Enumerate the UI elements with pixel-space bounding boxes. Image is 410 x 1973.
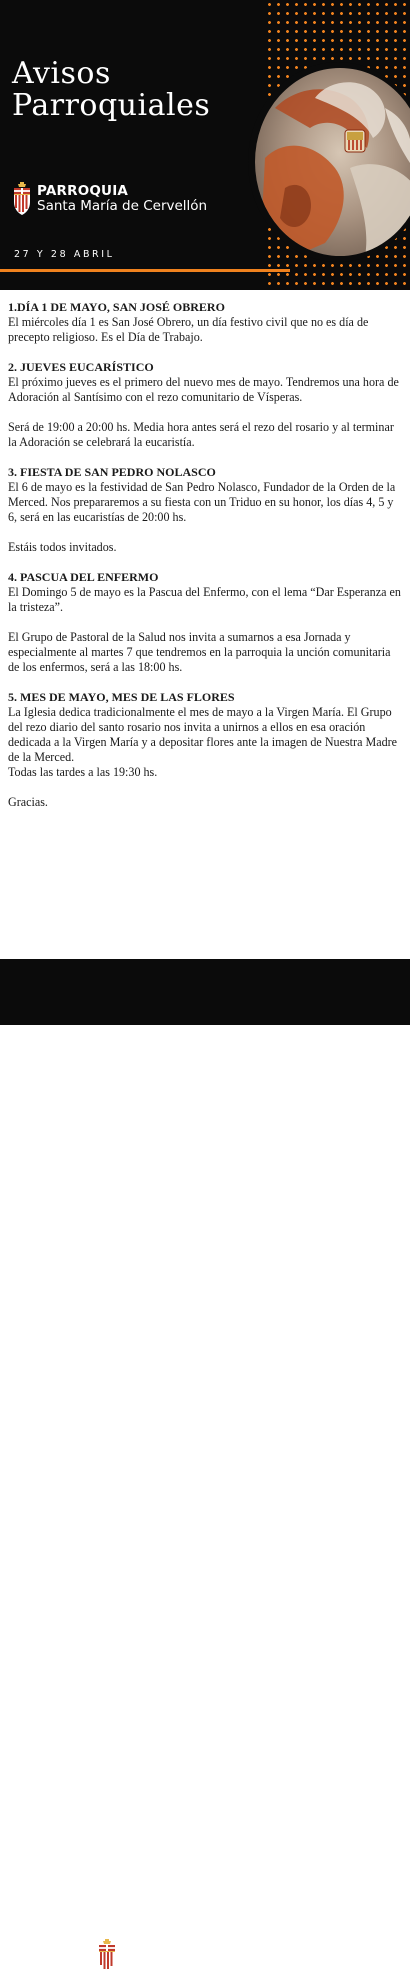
section-4: [8, 570, 404, 675]
shield-icon: [97, 1939, 117, 1973]
section-1: [8, 300, 404, 345]
section-5: [8, 690, 404, 780]
section-title: 2. JUEVES EUCARÍSTICO: [8, 360, 154, 374]
section-title: 4. PASCUA DEL ENFERMO: [8, 570, 159, 584]
logo-line-1: PARROQUIA: [37, 183, 129, 199]
logo-line-2: Santa María de Cervellón: [37, 198, 208, 214]
section-paragraph: Será de 19:00 a 20:00 hs. Media hora antes será el rezo del rosario y al terminar la Adoración se celebrará la eucaristía.: [8, 420, 394, 449]
date-label: 27 Y 28 ABRIL: [14, 249, 115, 260]
closing-text: Gracias.: [8, 795, 48, 809]
footer-logo-line-1: PARROQUIA: [122, 1940, 214, 1956]
footer-banner: [0, 959, 410, 1971]
title-line-2: Parroquiales: [12, 88, 211, 123]
footer-logo-line-2: Santa María de Cervellón: [122, 1955, 293, 1971]
shield-icon: [12, 182, 32, 216]
section-paragraph: El Domingo 5 de mayo es la Pascua del Enfermo, con el lema “Dar Esperanza en la tristeza”.: [8, 585, 401, 614]
announcements-body: [8, 300, 404, 810]
section-paragraph: La Iglesia dedica tradicionalmente el mes de mayo a la Virgen María. El Grupo del rezo diario del santo rosario nos invita a unirnos a ellos en esa oración dedicada a la Virgen María y a depositar flores ante la imagen de Nuestra Madre de la Merced. Todas las tardes a las 19:30 hs.: [8, 705, 398, 779]
parish-logo: [12, 182, 207, 216]
orange-divider: [0, 269, 290, 272]
section-title: 3. FIESTA DE SAN PEDRO NOLASCO: [8, 465, 216, 479]
header-banner: [0, 0, 410, 290]
section-paragraph: El miércoles día 1 es San José Obrero, un día festivo civil que no es día de precepto religioso. Es el Día de Trabajo.: [8, 315, 369, 344]
section-3: [8, 465, 404, 555]
section-title: 1.DÍA 1 DE MAYO, SAN JOSÉ OBRERO: [8, 300, 225, 314]
page-title: [12, 58, 210, 122]
footer-parish-logo: [97, 1939, 292, 1973]
saint-statue-photo: [255, 68, 410, 256]
section-2: [8, 360, 404, 450]
section-paragraph: El Grupo de Pastoral de la Salud nos invita a sumarnos a esa Jornada y especialmente al martes 7 que tendremos en la parroquia la unción comunitaria de los enfermos, será a las 18:00 hs.: [8, 630, 391, 674]
section-paragraph: El próximo jueves es el primero del nuevo mes de mayo. Tendremos una hora de Adoración al Santísimo con el rezo comunitario de Vísperas.: [8, 375, 399, 404]
section-title: 5. MES DE MAYO, MES DE LAS FLORES: [8, 690, 235, 704]
section-paragraph: El 6 de mayo es la festividad de San Pedro Nolasco, Fundador de la Orden de la Merced. Nos prepararemos a su fiesta con un Triduo en su honor, los días 4, 5 y 6, será en las eucaristías de 20:00 hs.: [8, 480, 396, 524]
section-paragraph: Estáis todos invitados.: [8, 540, 117, 554]
title-line-1: Avisos: [12, 56, 111, 91]
